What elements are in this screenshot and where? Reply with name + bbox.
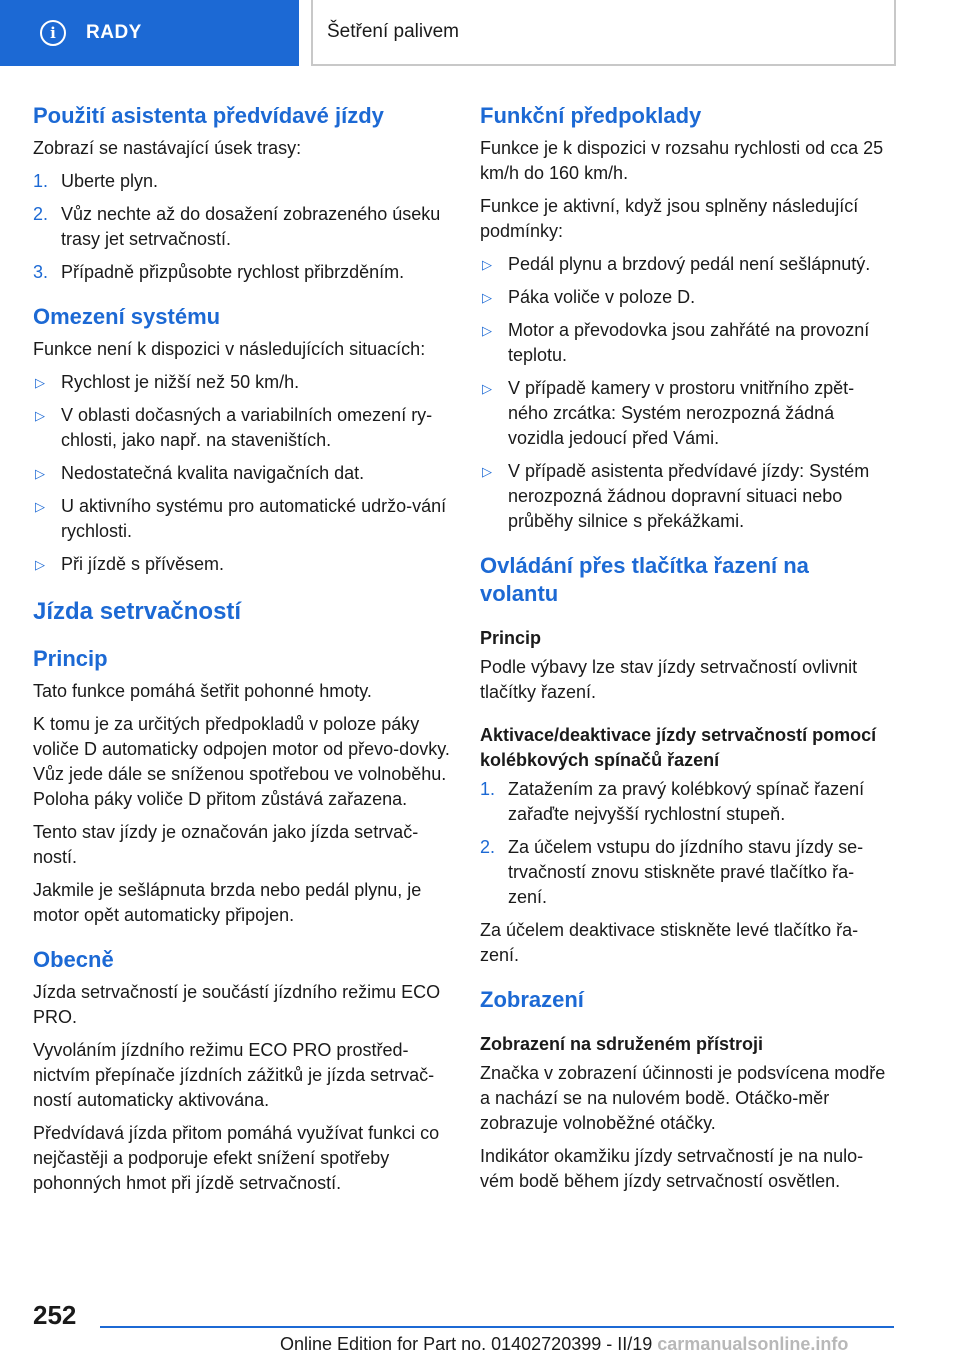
paragraph: Vyvoláním jízdního režimu ECO PRO prostřed-nictvím přepínače jízdních zážitků je jízda setrvač-ností automaticky aktivována.	[33, 1040, 435, 1110]
triangle-bullet-icon: ▷	[482, 323, 492, 338]
item-text: V případě kamery v prostoru vnitřního zpět-ného zrcátka: Systém nerozpozná žádná vozidla jedoucí před Vámi.	[508, 378, 855, 448]
triangle-bullet-icon: ▷	[35, 557, 45, 572]
paragraph: Předvídavá jízda přitom pomáhá využívat funkci co nejčastěji a podporuje efekt snížení spotřeby pohonných hmot při jízdě setrvačností.	[33, 1123, 440, 1193]
triangle-bullet-icon: ▷	[35, 375, 45, 390]
list-item	[480, 318, 892, 368]
section-title-system-limits: Omezení systému	[33, 304, 221, 329]
item-text: U aktivního systému pro automatické udržo-vání rychlosti.	[61, 496, 447, 541]
bullet-list	[480, 252, 892, 534]
paragraph: Indikátor okamžiku jízdy setrvačností je na nulo-vém bodě během jízdy setrvačností osvětlen.	[480, 1146, 864, 1191]
item-text: Pedál plynu a brzdový pedál není sešlápnutý.	[508, 254, 871, 274]
subheading-activation: Aktivace/deaktivace jízdy setrvačností pomocí kolébkových spínačů řazení	[480, 725, 877, 770]
list-item	[480, 459, 892, 534]
list-item	[33, 202, 453, 252]
list-item	[480, 252, 892, 277]
step-number: 2.	[480, 837, 496, 857]
list-item	[33, 403, 453, 453]
section-title-prerequisites: Funkční předpoklady	[480, 103, 702, 128]
item-text: Rychlost je nižší než 50 km/h.	[61, 372, 300, 392]
triangle-bullet-icon: ▷	[482, 381, 492, 396]
step-number: 1.	[33, 171, 49, 191]
triangle-bullet-icon: ▷	[35, 466, 45, 481]
item-text: V případě asistenta předvídavé jízdy: Systém nerozpozná žádnou dopravní situaci nebo průběhy silnice s překážkami.	[508, 461, 870, 531]
item-text: Při jízdě s přívěsem.	[61, 554, 225, 574]
footer-divider	[100, 1326, 894, 1328]
info-icon: i	[40, 20, 66, 46]
left-column	[33, 102, 453, 1204]
paragraph: Značka v zobrazení účinnosti je podsvícena modře a nachází se na nulovém bodě. Otáčko-měr zobrazuje volnoběžné otáčky.	[480, 1063, 886, 1133]
paragraph: Tento stav jízdy je označován jako jízda setrvač-ností.	[33, 822, 419, 867]
step-number: 3.	[33, 262, 49, 282]
paragraph: Funkce není k dispozici v následujících situacích:	[33, 339, 426, 359]
section-title-shift-paddles: Ovládání přes tlačítka řazení na volantu	[480, 553, 809, 606]
triangle-bullet-icon: ▷	[482, 290, 492, 305]
section-title-predictive-assistant: Použití asistenta předvídavé jízdy	[33, 103, 384, 128]
item-text: Páka voliče v poloze D.	[508, 287, 696, 307]
list-item	[33, 169, 453, 194]
paragraph: Zobrazí se nastávající úsek trasy:	[33, 138, 302, 158]
main-title-coasting: Jízda setrvačností	[33, 598, 242, 625]
paragraph: Podle výbavy lze stav jízdy setrvačností ovlivnit tlačítky řazení.	[480, 657, 858, 702]
chapter-title: Šetření palivem	[311, 0, 896, 66]
list-item	[480, 777, 892, 827]
list-item	[33, 370, 453, 395]
list-item	[480, 835, 892, 910]
subheading-principle: Princip	[480, 628, 542, 648]
section-tab-rady[interactable]	[0, 0, 299, 66]
paragraph: Funkce je k dispozici v rozsahu rychlosti od cca 25 km/h do 160 km/h.	[480, 138, 884, 183]
item-text: Motor a převodovka jsou zahřáté na provozní teplotu.	[508, 320, 870, 365]
page-number: 252	[33, 1300, 77, 1330]
right-column	[480, 102, 892, 1202]
paragraph: Tato funkce pomáhá šetřit pohonné hmoty.	[33, 681, 372, 701]
edition-text: Online Edition for Part no. 01402720399 - II/19	[280, 1334, 653, 1354]
section-title-general: Obecně	[33, 947, 114, 972]
triangle-bullet-icon: ▷	[482, 464, 492, 479]
list-item	[480, 285, 892, 310]
numbered-list	[33, 169, 453, 285]
step-number: 1.	[480, 779, 496, 799]
list-item	[33, 260, 453, 285]
paragraph: Funkce je aktivní, když jsou splněny následující podmínky:	[480, 196, 859, 241]
step-text: Zatažením za pravý kolébkový spínač řazení zařaďte nejvyšší rychlostní stupeň.	[508, 779, 865, 824]
paragraph: K tomu je za určitých předpokladů v poloze páky voliče D automaticky odpojen motor od převo-dovky. Vůz jede dále se sníženou spotřebou ve volnoběhu. Poloha páky voliče D přitom zůstává zařazena.	[33, 714, 450, 809]
section-title-principle: Princip	[33, 646, 108, 671]
triangle-bullet-icon: ▷	[35, 408, 45, 423]
paragraph: Jakmile je sešlápnuta brzda nebo pedál plynu, je motor opět automaticky připojen.	[33, 880, 422, 925]
list-item	[33, 461, 453, 486]
step-text: Uberte plyn.	[61, 171, 159, 191]
triangle-bullet-icon: ▷	[35, 499, 45, 514]
list-item	[480, 376, 892, 451]
list-item	[33, 494, 453, 544]
bullet-list	[33, 370, 453, 577]
step-text: Za účelem vstupu do jízdního stavu jízdy se-trvačností znovu stiskněte pravé tlačítko řa-zení.	[508, 837, 864, 907]
footer-edition	[280, 1334, 848, 1355]
item-text: V oblasti dočasných a variabilních omezení ry-chlosti, jako např. na staveništích.	[61, 405, 433, 450]
step-number: 2.	[33, 204, 49, 224]
watermark: carmanualsonline.info	[657, 1334, 849, 1354]
list-item	[33, 552, 453, 577]
paragraph: Jízda setrvačností je součástí jízdního režimu ECO PRO.	[33, 982, 441, 1027]
item-text: Nedostatečná kvalita navigačních dat.	[61, 463, 365, 483]
section-title-display: Zobrazení	[480, 987, 584, 1012]
step-text: Případně přizpůsobte rychlost přibrzděním.	[61, 262, 405, 282]
paragraph: Za účelem deaktivace stiskněte levé tlačítko řa-zení.	[480, 920, 859, 965]
numbered-list	[480, 777, 892, 910]
triangle-bullet-icon: ▷	[482, 257, 492, 272]
page-header	[0, 0, 960, 66]
subheading-instrument-cluster: Zobrazení na sdruženém přístroji	[480, 1034, 764, 1054]
step-text: Vůz nechte až do dosažení zobrazeného úseku trasy jet setrvačností.	[61, 204, 441, 249]
section-tab-label: RADY	[86, 22, 142, 43]
